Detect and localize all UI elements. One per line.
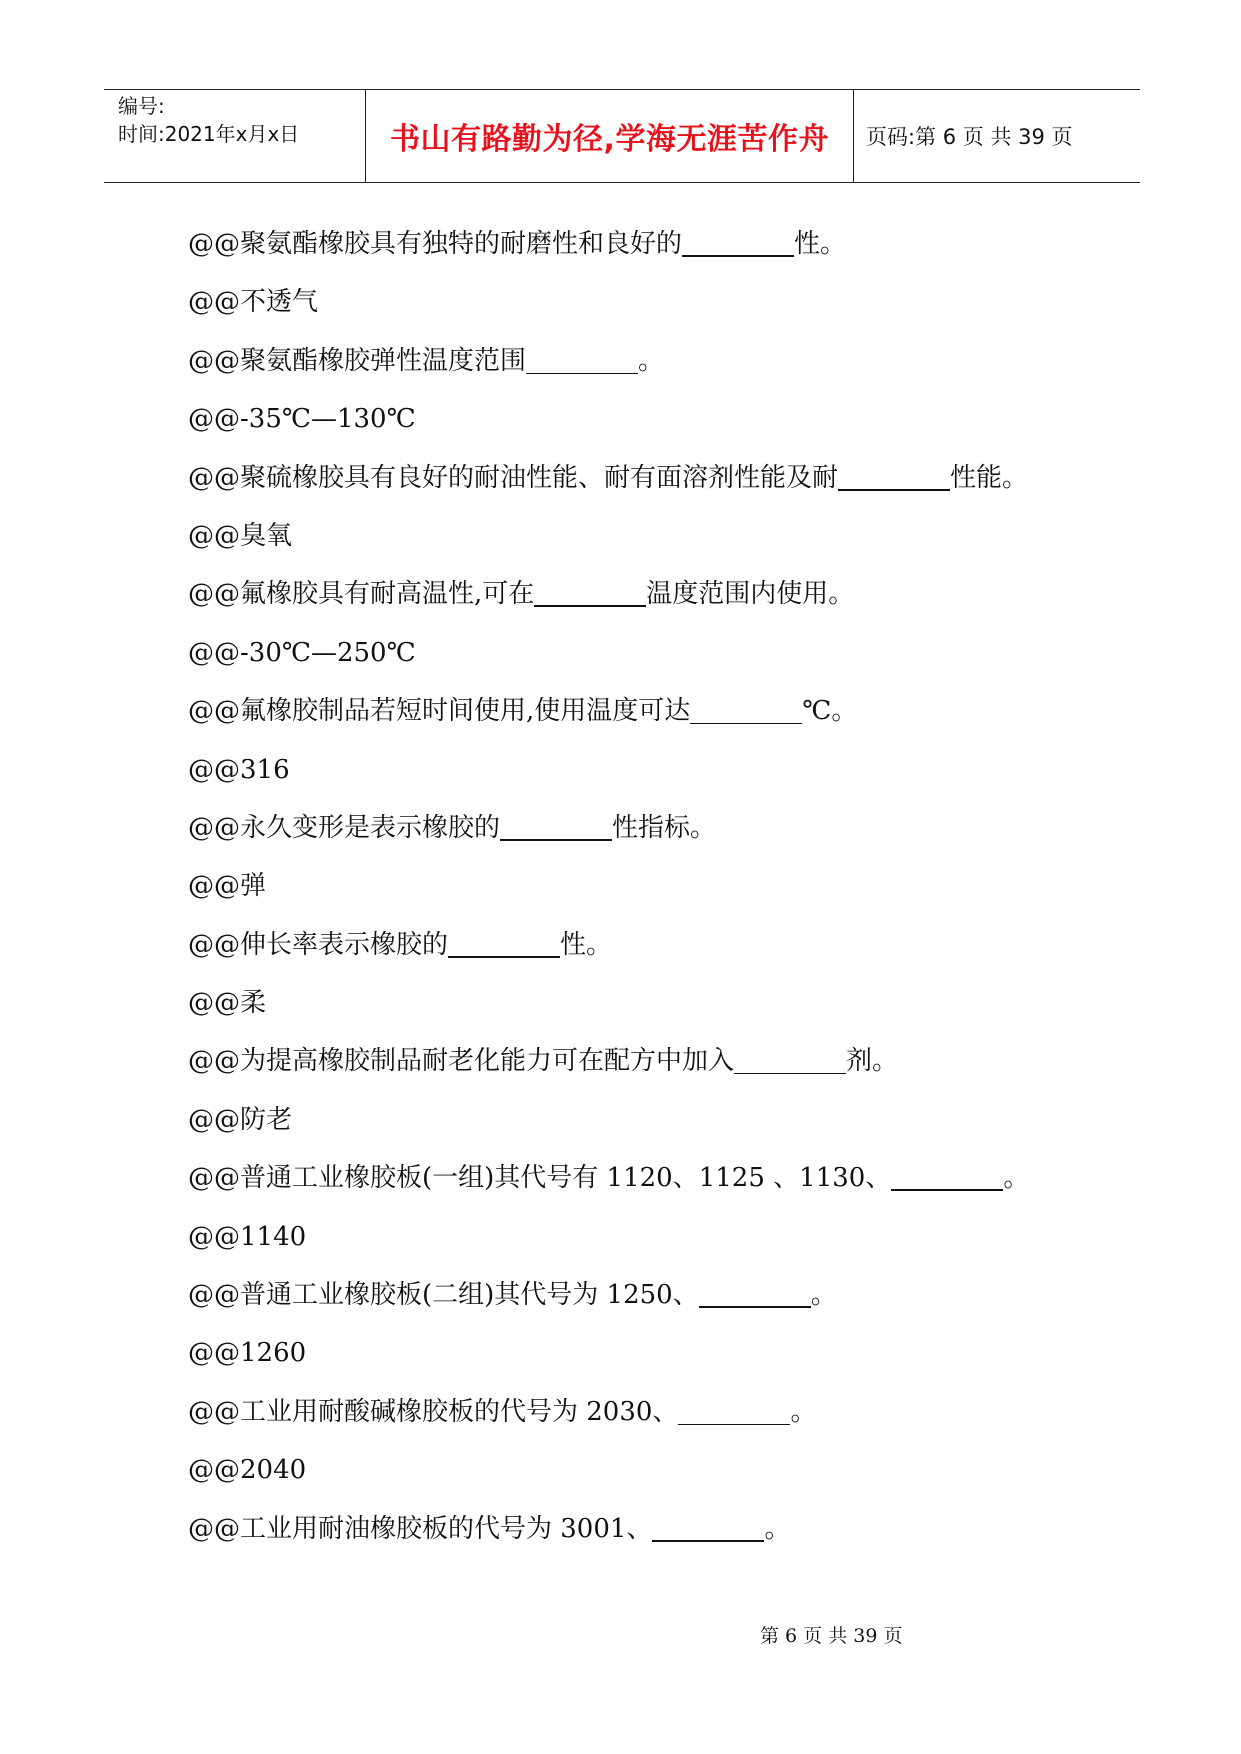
question-text-tail: 性能。: [950, 462, 1029, 493]
question-text-tail: 。: [1003, 1163, 1030, 1194]
answer-text: @@2040: [188, 1455, 307, 1486]
fill-in-blank: [734, 1047, 846, 1074]
question-text: @@伸长率表示橡胶的: [188, 929, 449, 960]
fill-in-blank: [534, 579, 646, 607]
question-line: [188, 332, 1088, 390]
fill-in-blank: [526, 347, 638, 374]
question-text: @@为提高橡胶制品耐老化能力可在配方中加入: [188, 1046, 735, 1077]
question-text-tail: 性。: [560, 929, 613, 960]
fill-in-blank: [652, 1514, 764, 1542]
question-line: [188, 1500, 1088, 1558]
answer-line: [188, 1441, 1088, 1499]
question-line: [188, 916, 1088, 974]
answer-line: [188, 1324, 1088, 1382]
fill-in-blank: [891, 1163, 1003, 1191]
question-text: @@聚硫橡胶具有良好的耐油性能、耐有面溶剂性能及耐: [188, 462, 839, 493]
answer-text: @@柔: [188, 988, 267, 1019]
page-header: [104, 89, 1140, 183]
question-line: [188, 1266, 1088, 1324]
time-label: 时间:2021年x月x日: [118, 122, 300, 146]
fill-in-blank: [682, 229, 794, 257]
question-line: [188, 215, 1088, 273]
page-footer: [0, 1621, 1241, 1648]
question-text: @@工业用耐酸碱橡胶板的代号为 2030、: [188, 1396, 679, 1427]
fill-in-blank: [500, 813, 612, 841]
fill-in-blank: [699, 1280, 811, 1308]
question-text: @@永久变形是表示橡胶的: [188, 812, 501, 843]
answer-line: [188, 857, 1088, 915]
header-meta: [104, 90, 366, 182]
question-line: [188, 1383, 1088, 1441]
question-text-tail: 性指标。: [612, 812, 717, 843]
serial-label: 编号:: [118, 94, 165, 118]
answer-line: [188, 273, 1088, 331]
fill-in-blank: [678, 1398, 790, 1425]
question-line: [188, 449, 1088, 507]
question-line: [188, 1032, 1088, 1090]
answer-text: @@-35℃—130℃: [188, 404, 416, 435]
answer-text: @@防老: [188, 1104, 293, 1135]
answer-text: @@-30℃—250℃: [188, 637, 416, 668]
answer-line: [188, 741, 1088, 799]
question-text: @@工业用耐油橡胶板的代号为 3001、: [188, 1513, 653, 1544]
question-text-tail: 剂。: [846, 1046, 899, 1077]
fill-in-blank: [448, 930, 560, 958]
question-text-tail: 。: [764, 1513, 791, 1544]
answer-line: [188, 507, 1088, 565]
question-line: [188, 682, 1088, 740]
answer-line: [188, 974, 1088, 1032]
question-text-tail: 性。: [794, 229, 847, 259]
question-text-tail: 。: [638, 345, 665, 376]
question-text: @@聚氨酯橡胶具有独特的耐磨性和良好的: [188, 229, 683, 259]
question-text: @@普通工业橡胶板(二组)其代号为 1250、: [188, 1280, 699, 1311]
question-line: [188, 565, 1088, 623]
answer-text: @@不透气: [188, 287, 319, 318]
question-text-tail: 。: [790, 1396, 817, 1427]
fill-in-blank: [690, 697, 802, 724]
question-text-tail: ℃。: [802, 696, 858, 727]
question-text-tail: 。: [810, 1280, 837, 1311]
answer-text: @@316: [188, 754, 290, 785]
question-text-tail: 温度范围内使用。: [646, 579, 855, 610]
answer-line: [188, 624, 1088, 682]
answer-line: [188, 1091, 1088, 1149]
question-text: @@聚氨酯橡胶弹性温度范围: [188, 345, 527, 376]
question-text: @@普通工业橡胶板(一组)其代号有 1120、1125 、1130、: [188, 1163, 892, 1194]
answer-text: @@1260: [188, 1338, 307, 1369]
question-text: @@氟橡胶制品若短时间使用,使用温度可达: [188, 696, 691, 727]
question-list: [188, 215, 1088, 1558]
answer-line: [188, 1208, 1088, 1266]
header-page-code: 页码:第 6 页 共 39 页: [866, 125, 1073, 149]
fill-in-blank: [838, 463, 950, 491]
header-motto: 书山有路勤为径,学海无涯苦作舟: [366, 90, 854, 182]
question-line: [188, 799, 1088, 857]
question-line: [188, 1149, 1088, 1207]
answer-line: [188, 390, 1088, 448]
answer-text: @@弹: [188, 871, 267, 902]
question-text: @@氟橡胶具有耐高温性,可在: [188, 579, 535, 610]
footer-page-number: 第 6 页 共 39 页: [760, 1625, 903, 1647]
answer-text: @@1140: [188, 1221, 307, 1252]
answer-text: @@臭氧: [188, 520, 293, 551]
